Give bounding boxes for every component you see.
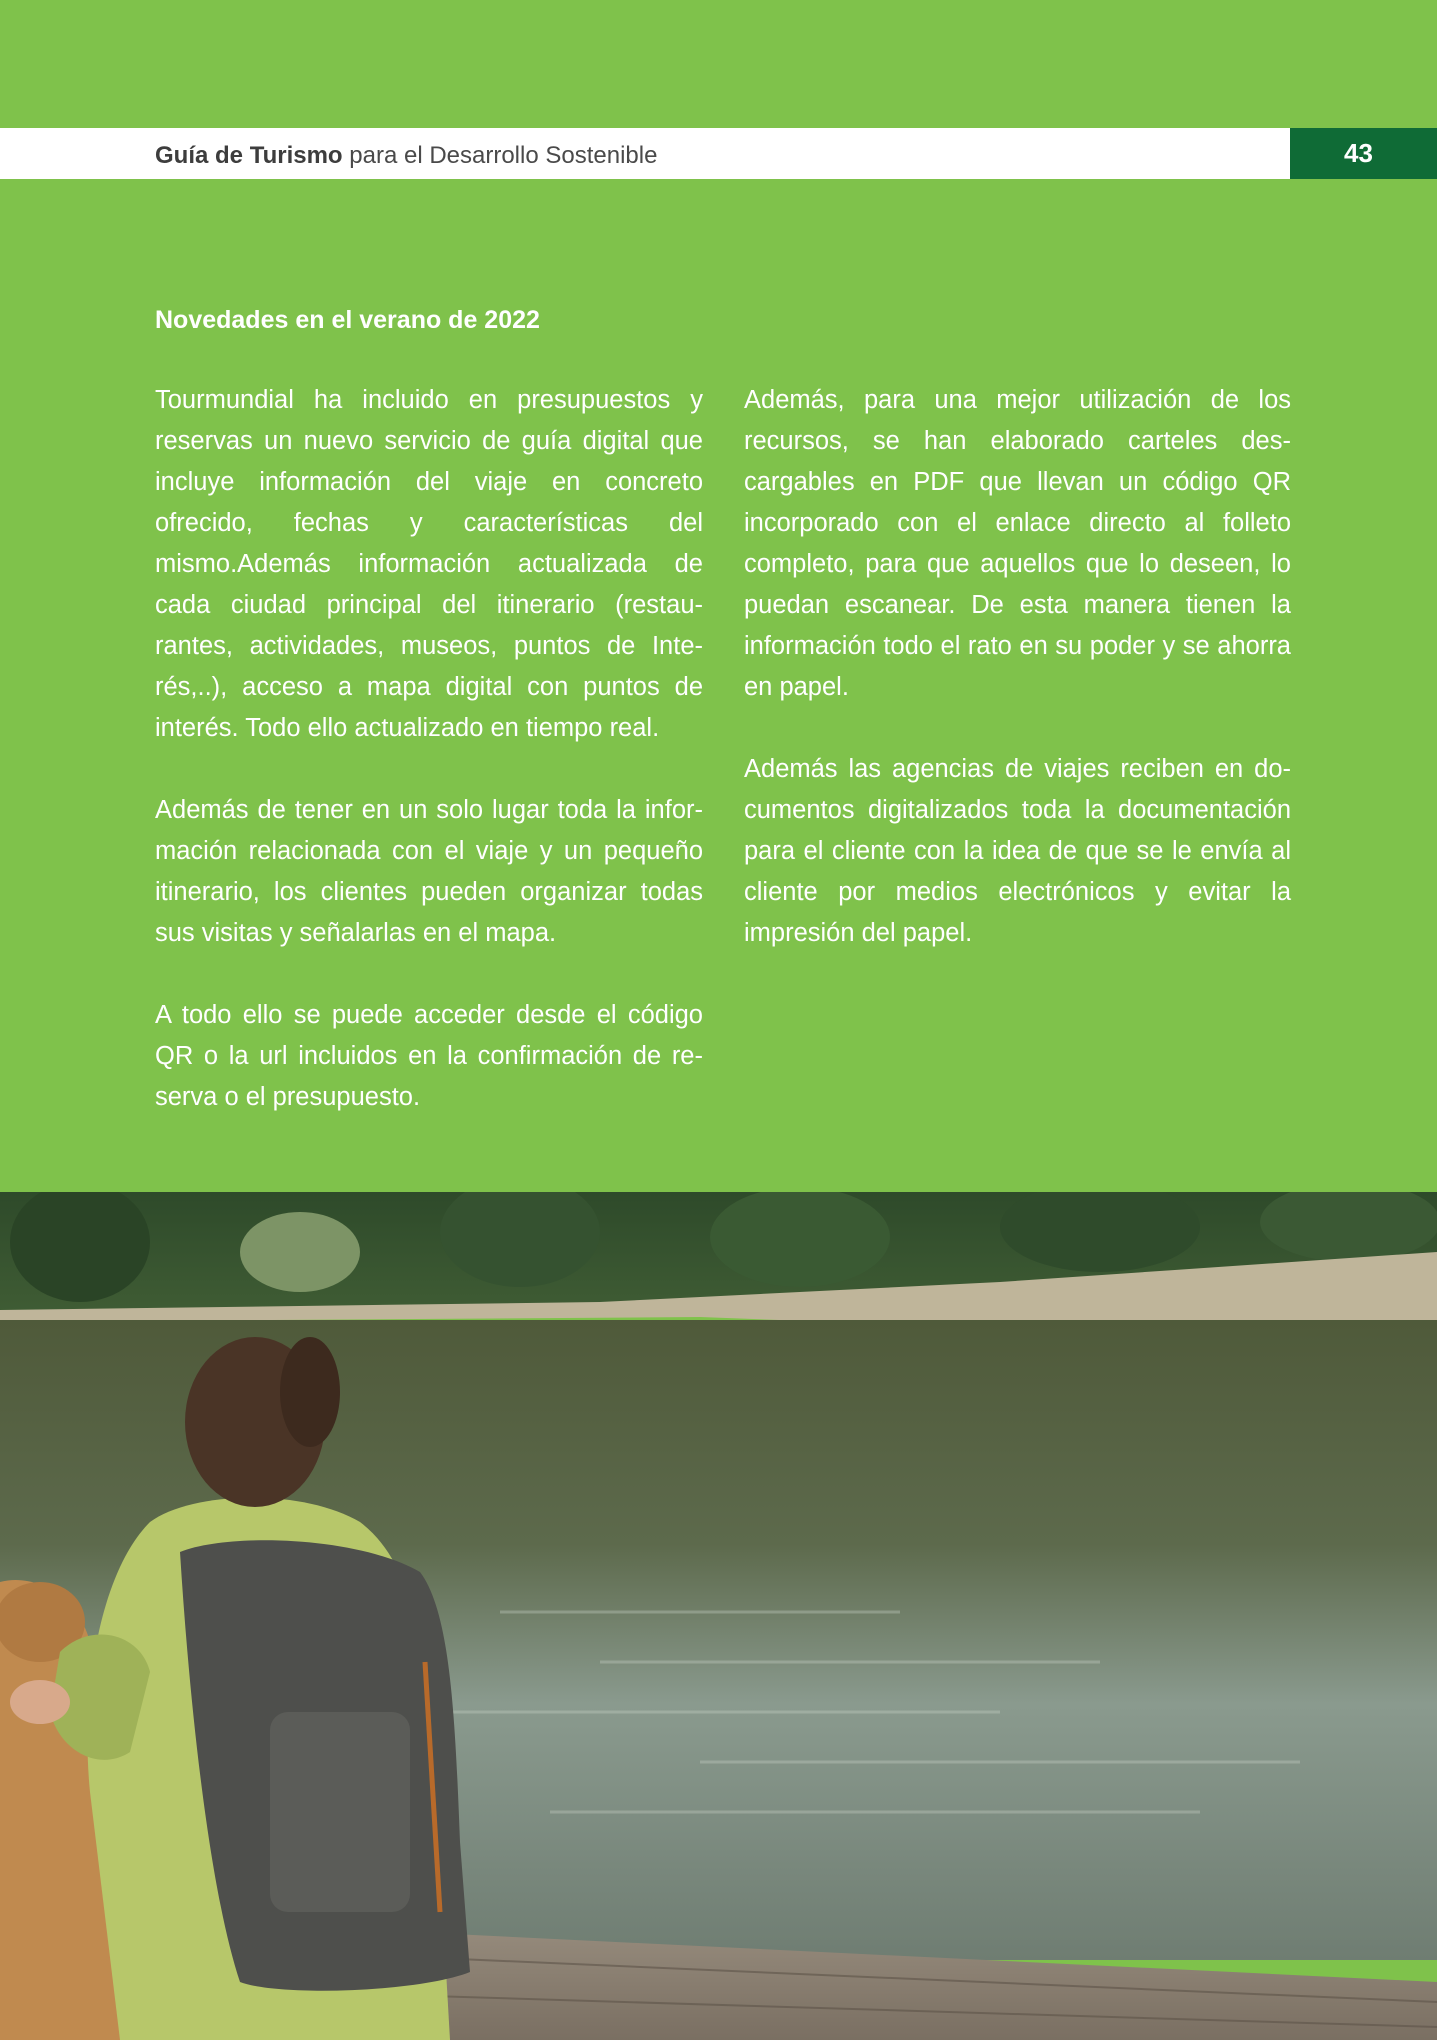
right-column [744,380,1291,995]
right-paragraph-1: Además, para una mejor utilización de los recursos, se han elaborado carteles descargables en PDF que llevan un código QR incorporado con el enlace directo al folleto completo, para que aquellos que lo deseen, lo puedan escanear. De esta manera tienen la información todo el rato en su poder y se ahorra en papel. [744,386,1291,701]
section-heading: Novedades en el verano de 2022 [155,306,540,334]
left-column [155,380,703,1159]
left-paragraph-2: Además de tener en un solo lugar toda la información relacionada con el viaje y un pequeño itinerario, los clientes pueden organizar todas sus visitas y señalarlas en el mapa. [155,796,703,947]
header-title-bold: Guía de Turismo [155,142,343,169]
left-paragraph-3: A todo ello se puede acceder desde el código QR o la url incluidos en la confirmación de reserva o el presupuesto. [155,1001,703,1111]
header-title-rest: para el Desarrollo Sostenible [342,142,658,169]
page-number: 43 [1290,128,1437,179]
right-paragraph-2: Además las agencias de viajes reciben en documentos digitalizados toda la documentación para el cliente con la idea de que se le envía al cliente por medios electrónicos y evitar la impresión del papel. [744,755,1291,947]
header-title [155,142,657,170]
lake-photo [0,1192,1437,2040]
left-paragraph-1: Tourmundial ha incluido en presupuestos y reservas un nuevo servicio de guía digital que incluye información del viaje en concreto ofrecido, fechas y características del mismo.Además información actualizada de cada ciudad principal del itinerario (restaurantes, actividades, museos, puntos de Interés,..), acceso a mapa digital con puntos de interés. Todo ello actualizado en tiempo real. [155,386,703,742]
